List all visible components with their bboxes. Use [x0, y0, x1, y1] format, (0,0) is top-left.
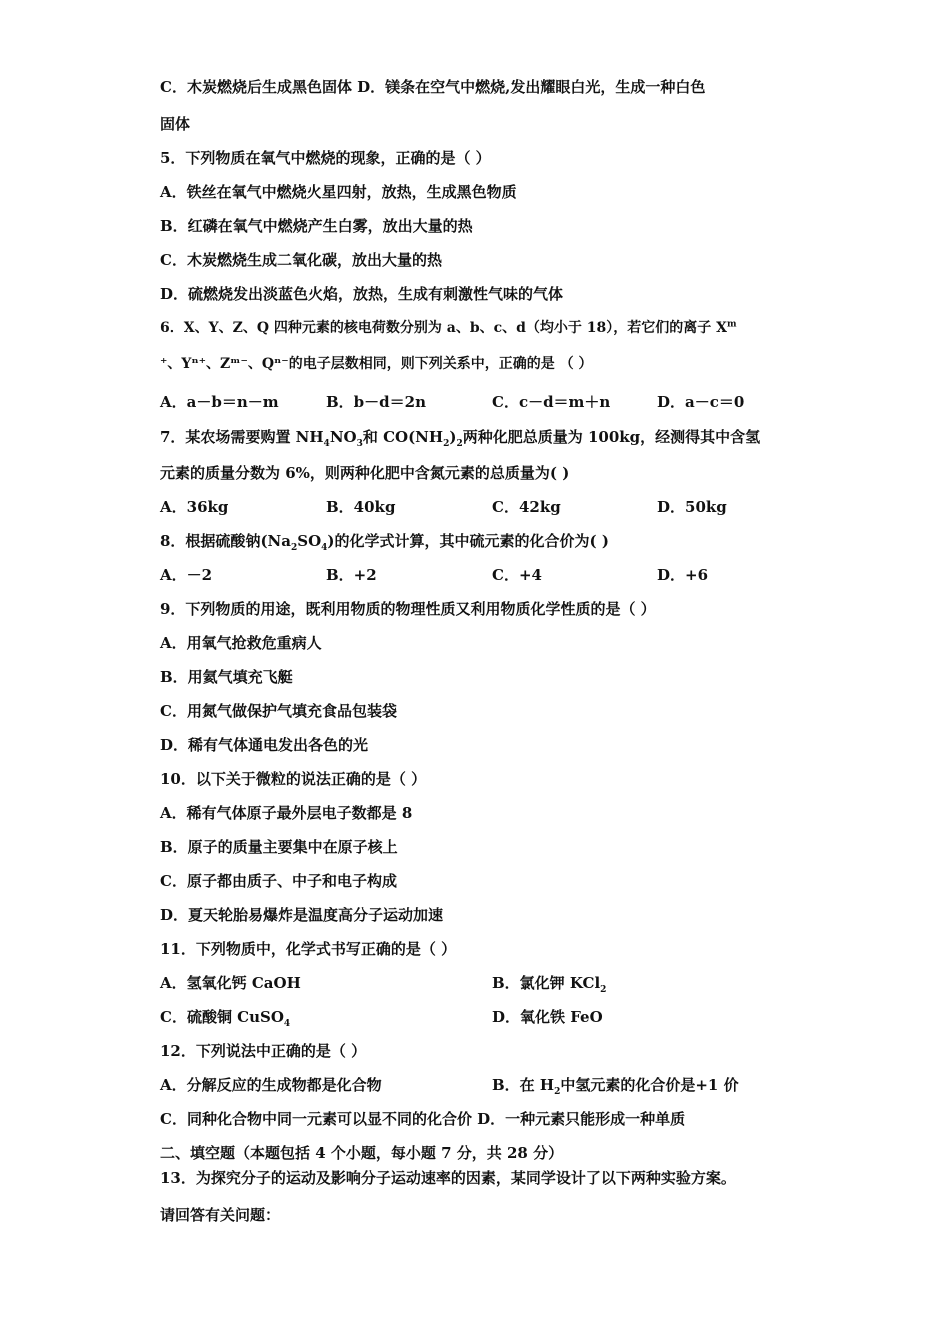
q7-sub-3: 2 — [443, 439, 450, 449]
q6-stem-sup: m — [727, 319, 737, 330]
q5-stem: 5．下列物质在氧气中燃烧的现象，正确的是（ ） — [160, 149, 491, 167]
q7-text-1: 7．某农场需要购置 NH — [160, 428, 324, 446]
q7-sub-2: 3 — [356, 439, 363, 449]
q8-text-1: 8．根据硫酸钠(Na — [160, 532, 291, 550]
q8-option-a: A．－2 — [160, 566, 213, 584]
q9-option-d: D．稀有气体通电发出各色的光 — [160, 736, 369, 754]
q11-option-c — [160, 1007, 290, 1027]
q7-stem-line2: 元素的质量分数为 6%，则两种化肥中含氮元素的总质量为( ) — [160, 464, 570, 482]
q4-option-d-cont: 固体 — [160, 115, 191, 133]
q13-stem-line2: 请回答有关问题： — [160, 1206, 281, 1224]
q6-option-a: A．a－b＝n－m — [160, 393, 279, 411]
q11-option-b — [492, 973, 606, 993]
q5-option-a: A．铁丝在氧气中燃烧火星四射，放热，生成黑色物质 — [160, 183, 517, 201]
q10-option-a: A．稀有气体原子最外层电子数都是 8 — [160, 804, 413, 822]
q6-option-b: B．b－d＝2n — [326, 393, 426, 411]
q13-stem: 13．为探究分子的运动及影响分子运动速率的因素，某同学设计了以下两种实验方案。 — [160, 1169, 736, 1187]
q12-stem: 12．下列说法中正确的是（ ） — [160, 1042, 367, 1060]
q8-sub-1: 2 — [290, 543, 298, 553]
q5-option-d: D．硫燃烧发出淡蓝色火焰，放热，生成有刺激性气味的气体 — [160, 285, 564, 303]
q9-option-b: B．用氦气填充飞艇 — [160, 668, 293, 686]
q8-option-d: D．+6 — [657, 566, 709, 584]
q6-option-d: D．a－c＝0 — [657, 393, 745, 411]
q10-option-c: C．原子都由质子、中子和电子构成 — [160, 872, 397, 890]
q7-text-3: 和 CO(NH — [362, 428, 444, 446]
q10-option-d: D．夏天轮胎易爆炸是温度高分子运动加速 — [160, 906, 444, 924]
section2-heading: 二、填空题（本题包括 4 个小题，每小题 7 分，共 28 分） — [160, 1144, 564, 1162]
q7-stem — [160, 427, 760, 447]
q10-stem: 10．以下关于微粒的说法正确的是（ ） — [160, 770, 427, 788]
q7-option-b: B．40kg — [326, 498, 396, 516]
q9-stem: 9．下列物质的用途，既利用物质的物理性质又利用物质化学性质的是（ ） — [160, 600, 656, 618]
q11-option-b-text: B．氯化钾 KCl — [492, 974, 601, 992]
q4-option-c-d: C．木炭燃烧后生成黑色固体 D．镁条在空气中燃烧,发出耀眼白光，生成一种白色 — [160, 78, 706, 96]
q11-option-b-sub: 2 — [600, 985, 607, 995]
q8-text-2: SO — [297, 532, 322, 550]
q6-option-c: C．c－d＝m＋n — [492, 393, 611, 411]
q6-stem-text: 6．X、Y、Z、Q 四种元素的核电荷数分别为 a、b、c、d（均小于 18），若它们的离子 X — [160, 320, 728, 336]
q7-text-5: 两种化肥总质量为 100kg，经测得其中含氢 — [462, 428, 761, 446]
q7-option-c: C．42kg — [492, 498, 561, 516]
q11-option-d: D．氧化铁 FeO — [492, 1008, 603, 1026]
q6-stem-line2: ⁺、Yⁿ⁺、Zᵐ⁻、Qⁿ⁻的电子层数相同，则下列关系中，正确的是 （ ） — [160, 356, 593, 372]
q12-option-b — [492, 1075, 739, 1095]
q8-option-b: B．+2 — [326, 566, 377, 584]
q7-option-a: A．36kg — [160, 498, 229, 516]
q8-text-3: )的化学式计算，其中硫元素的化合价为( ) — [327, 532, 609, 550]
q12-option-c-d: C．同种化合物中同一元素可以显不同的化合价 D．一种元素只能形成一种单质 — [160, 1110, 686, 1128]
q8-option-c: C．+4 — [492, 566, 542, 584]
q7-sub-4: 2 — [456, 439, 463, 449]
q6-stem — [160, 318, 737, 338]
q11-option-c-sub: 4 — [283, 1019, 291, 1029]
q7-text-4: ) — [449, 428, 457, 446]
q7-option-d: D．50kg — [657, 498, 727, 516]
q9-option-a: A．用氧气抢救危重病人 — [160, 634, 322, 652]
q5-option-c: C．木炭燃烧生成二氧化碳，放出大量的热 — [160, 251, 442, 269]
q9-option-c: C．用氮气做保护气填充食品包装袋 — [160, 702, 397, 720]
q11-option-a: A．氢氧化钙 CaOH — [160, 974, 301, 992]
q8-stem — [160, 531, 609, 551]
q10-option-b: B．原子的质量主要集中在原子核上 — [160, 838, 398, 856]
q12-option-b-text: B．在 H — [492, 1076, 555, 1094]
q12-option-a: A．分解反应的生成物都是化合物 — [160, 1076, 382, 1094]
q8-sub-2: 4 — [321, 543, 328, 553]
q11-option-c-text: C．硫酸铜 CuSO — [160, 1008, 284, 1026]
q12-option-b-sub: 2 — [554, 1087, 561, 1097]
q12-option-b-text-2: 中氢元素的化合价是+1 价 — [560, 1076, 739, 1094]
q7-text-2: NO — [329, 428, 357, 446]
q7-sub-1: 4 — [323, 439, 330, 449]
q5-option-b: B．红磷在氧气中燃烧产生白雾，放出大量的热 — [160, 217, 473, 235]
q11-stem: 11．下列物质中，化学式书写正确的是（ ） — [160, 940, 457, 958]
